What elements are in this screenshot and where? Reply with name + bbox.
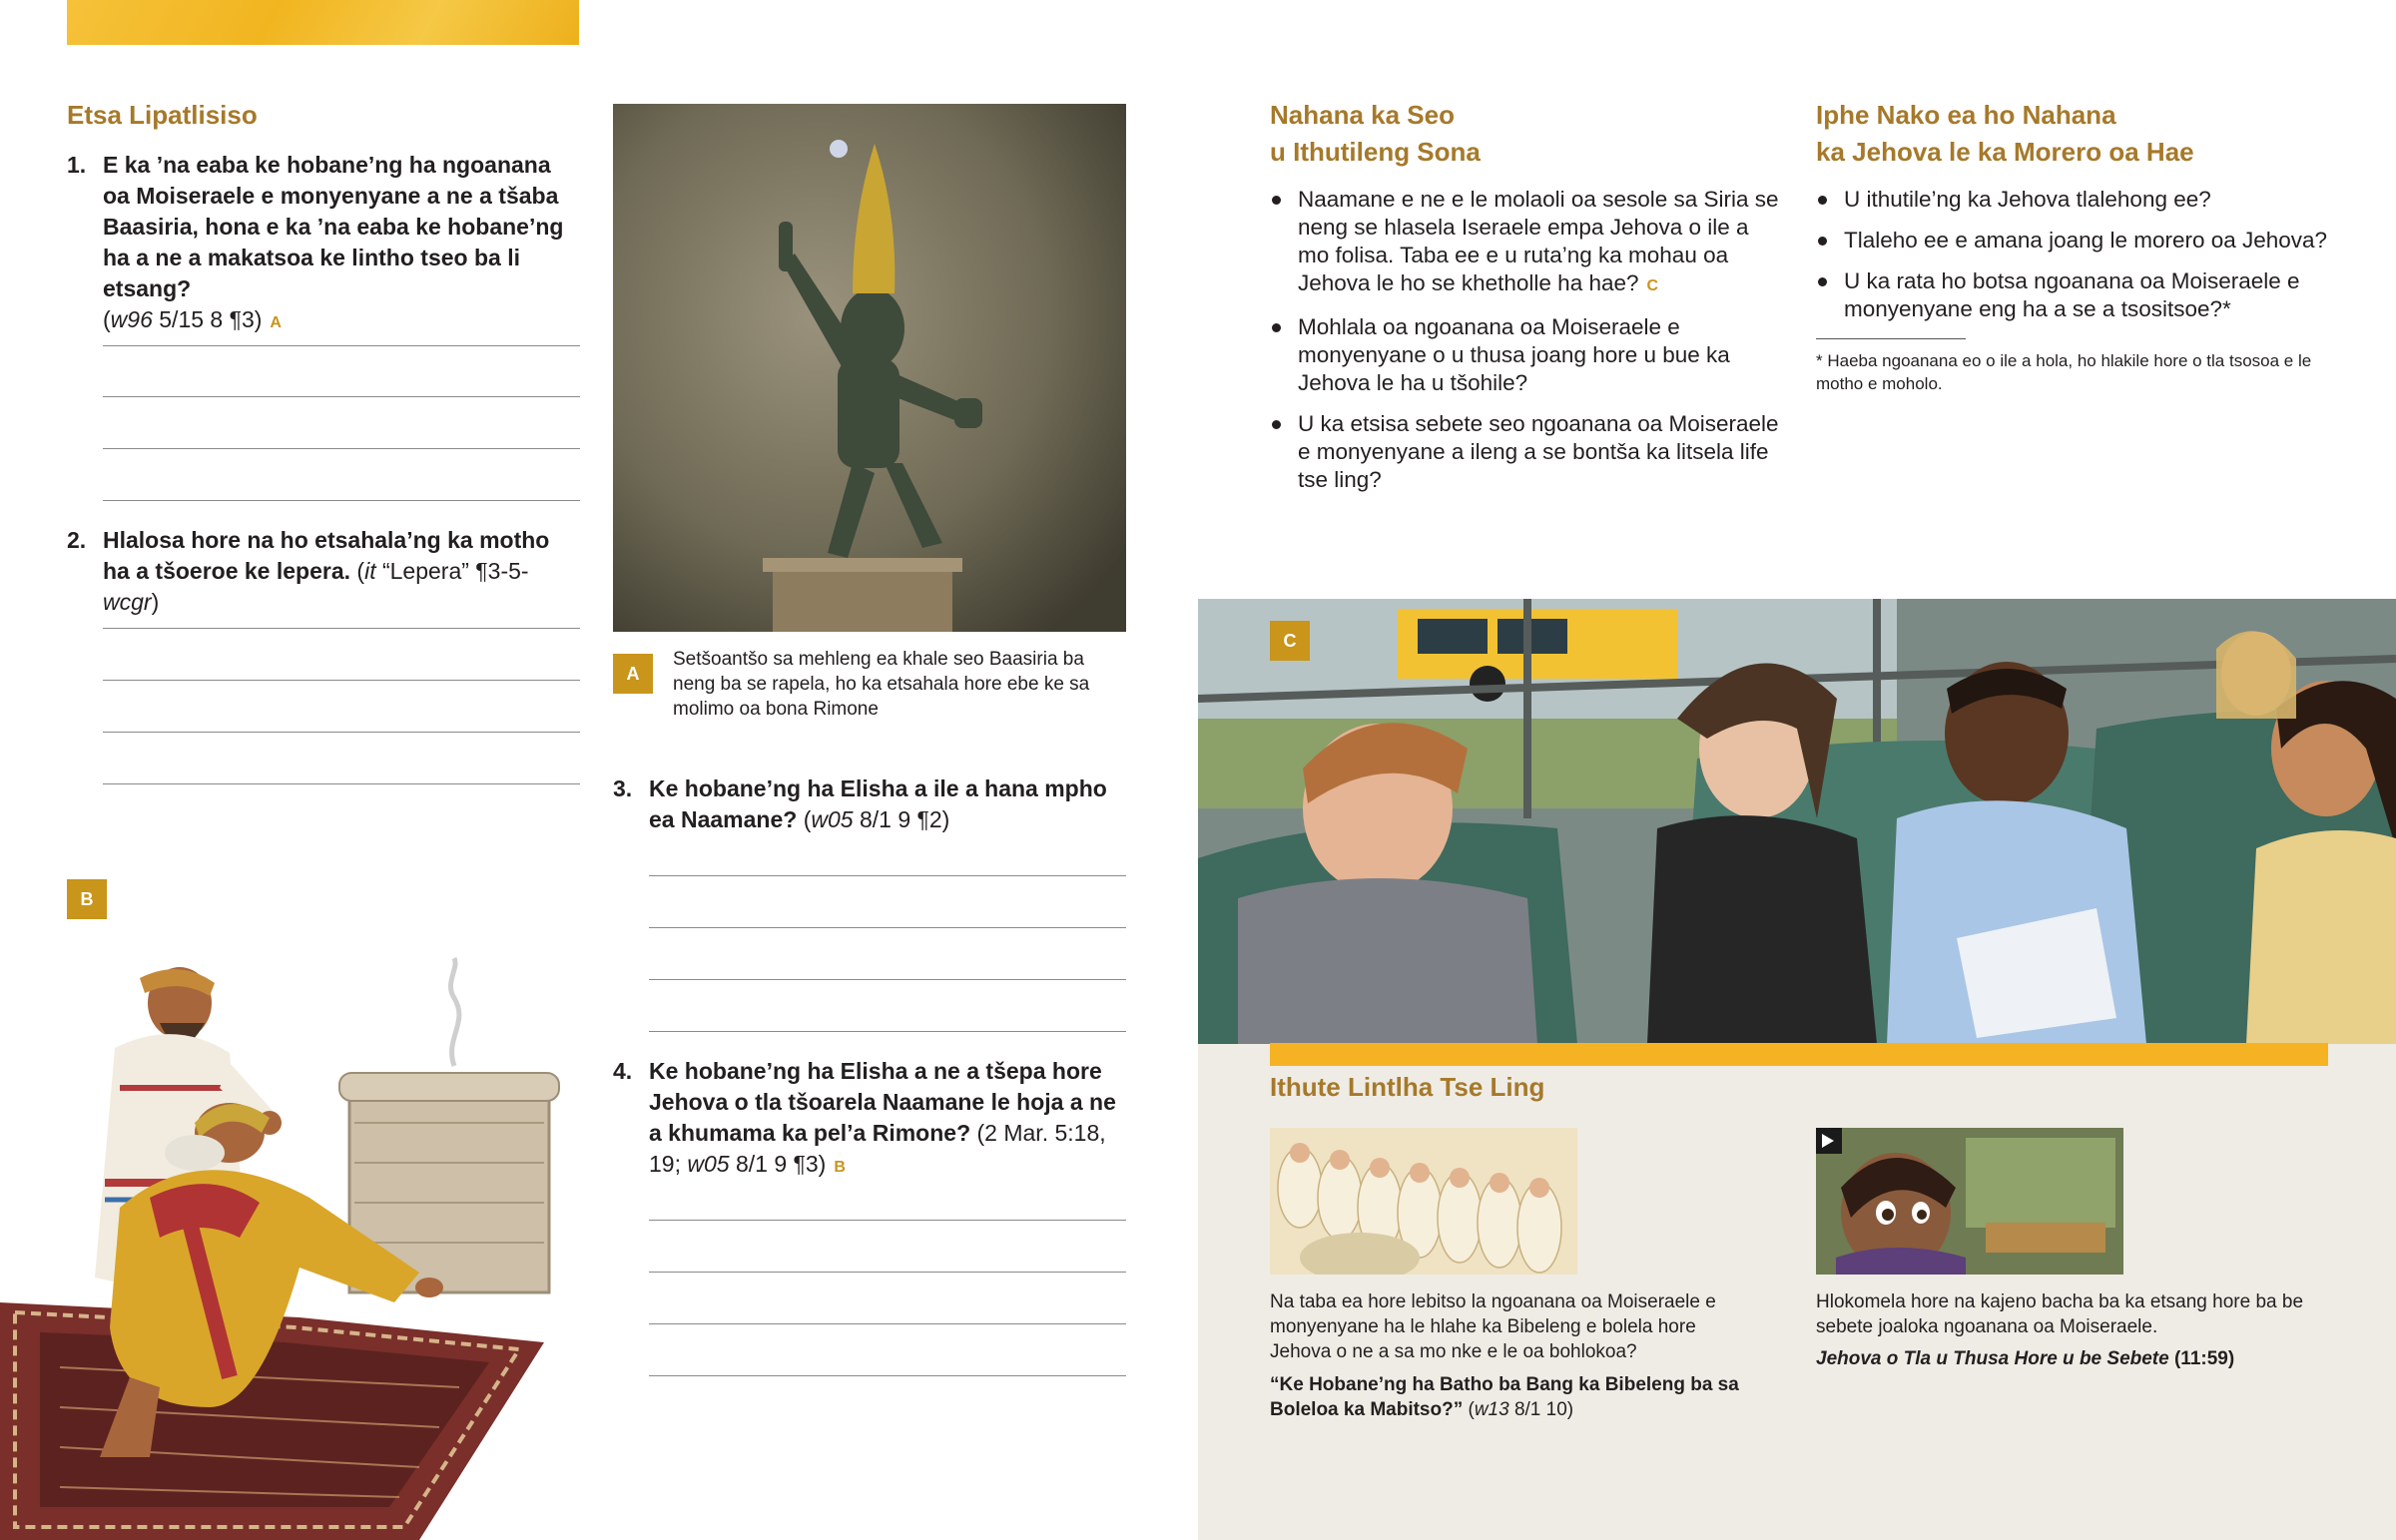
question-text: Ke hobane’ng ha Elisha a ne a tšepa hore Jehova o tla tšoarela Naamane le hoja a ne a khumama ka pel’a Rimone?	[649, 1058, 1116, 1146]
study-left-article[interactable]: “Ke Hobane’ng ha Batho ba Bang ka Bibeleng ba sa Boleloa ka Mabitso?” (w13 8/1 10)	[1270, 1374, 1739, 1420]
study-left-text: Na taba ea hore lebitso la ngoanana oa Moiseraele e monyenyane ha le hlahe ka Bibeleng e bolela hore Jehova o ne a sa mo nke e le oa bohlokoa?	[1270, 1291, 1716, 1362]
study-right-text: Hlokomela hore na kajeno bacha ba ka etsang hore ba be sebete joaloka ngoanana oa Moiseraele.	[1816, 1291, 2304, 1337]
answer-line[interactable]	[103, 732, 580, 733]
answer-line[interactable]	[103, 345, 580, 346]
answer-line[interactable]	[103, 448, 580, 449]
question-text: Ke hobane’ng ha Elisha a ile a hana mpho ea Naamane?	[649, 775, 1107, 832]
video-thumbnail[interactable]	[1816, 1128, 2123, 1275]
think-heading: Nahana ka Seo u Ithutileng Sona	[1270, 100, 1481, 167]
answer-line[interactable]	[649, 875, 1126, 876]
caption-a: Setšoantšo sa mehleng ea khale seo Baasiria ba neng ba se rapela, ho ka etsahala hore ebe ke sa molimo oa bona Rimone	[673, 649, 1090, 720]
video-duration: (11:59)	[2173, 1348, 2235, 1369]
answer-line[interactable]	[649, 1272, 1126, 1273]
figure-badge-b: B	[67, 879, 107, 919]
list-item: Mohlala oa ngoanana oa Moiseraele e monyenyane o u thusa joang hore u bue ka Jehova le ha u tšohile?	[1270, 313, 1785, 397]
question-text: Hlalosa hore na ho etsahala’ng ka motho ha a tšoeroe ke lepera.	[103, 527, 550, 584]
article-title-link[interactable]: “Ke Hobane’ng ha Batho ba Bang ka Bibeleng ba sa Boleloa ka Mabitso?”	[1270, 1374, 1739, 1420]
list-item: Tlaleho ee e amana joang le morero oa Jehova?	[1816, 227, 2355, 255]
angels-illustration[interactable]	[1270, 1128, 1577, 1275]
question-number: 3.	[613, 775, 633, 801]
question-3: 3. Ke hobane’ng ha Elisha a ile a hana mpho ea Naamane? (w05 8/1 9 ¶2)	[613, 775, 1107, 832]
answer-line[interactable]	[649, 1323, 1126, 1324]
answer-line[interactable]	[649, 1031, 1126, 1032]
list-item: U ka etsisa sebete seo ngoanana oa Moiseraele e monyenyane a ileng a se bontša ka litsela life tse ling?	[1270, 410, 1785, 494]
answer-line[interactable]	[103, 628, 580, 629]
activity-heading: Etsa Lipatlisiso	[67, 100, 258, 130]
idol-statue-photo	[613, 104, 1126, 632]
figure-badge-c: C	[1270, 621, 1310, 661]
answer-line[interactable]	[649, 1220, 1126, 1221]
question-1: 1. E ka ’na eaba ke hobane’ng ha ngoanana oa Moiseraele e monyenyane a ne a tšaba Baasiria, hona e ka ’na eaba ke hobane’ng ha a ne a makatsoa ke lintho tseo ba li etsang? (w96 5/15 8 ¶3) A	[67, 152, 564, 332]
question-2: 2. Hlalosa hore na ho etsahala’ng ka motho ha a tšoeroe ke lepera. (it “Lepera” ¶3-5-wcgr)	[67, 527, 550, 615]
answer-line[interactable]	[103, 783, 580, 784]
answer-line[interactable]	[649, 979, 1126, 980]
figure-ref-tag: A	[270, 314, 282, 331]
think-bullet-list	[1270, 186, 1785, 507]
time-bullet-list	[1816, 186, 2355, 336]
time-heading: Iphe Nako ea ho Nahana ka Jehova le ka Morero oa Hae	[1816, 100, 2194, 167]
answer-line[interactable]	[649, 927, 1126, 928]
question-4: 4. Ke hobane’ng ha Elisha a ne a tšepa hore Jehova o tla tšoarela Naamane le hoja a ne a khumama ka pel’a Rimone? (2 Mar. 5:18, 19; w05 8/1 9 ¶3) B	[613, 1058, 1116, 1177]
question-number: 2.	[67, 527, 87, 553]
play-icon[interactable]	[1822, 1134, 1834, 1148]
question-number: 1.	[67, 152, 87, 178]
question-text: E ka ’na eaba ke hobane’ng ha ngoanana oa Moiseraele e monyenyane a ne a tšaba Baasiria, hona e ka ’na eaba ke hobane’ng ha a ne a makatsoa ke lintho tseo ba li etsang?	[103, 152, 564, 301]
list-item: Naamane e ne e le molaoli oa sesole sa Siria se neng se hlasela Iseraele empa Jehova o ile a mo folisa. Taba ee e u ruta’ng ka mohau oa Jehova le ho se khetholle ha hae? C	[1270, 186, 1785, 300]
list-item: U ka rata ho botsa ngoanana oa Moiseraele e monyenyane eng ha a se a tsositsoe?*	[1816, 267, 2355, 323]
top-yellow-banner	[67, 0, 579, 45]
footnote-rule	[1816, 338, 1966, 339]
figure-badge-a: A	[613, 654, 653, 694]
naamane-illustration	[0, 938, 589, 1540]
answer-line[interactable]	[103, 396, 580, 397]
list-item: U ithutile’ng ka Jehova tlalehong ee?	[1816, 186, 2355, 214]
study-heading: Ithute Lintlha Tse Ling	[1270, 1072, 1545, 1102]
footnote: * Haeba ngoanana eo o ile a hola, ho hlakile hore o tla tsosoa e le motho e moholo.	[1816, 351, 2312, 393]
answer-line[interactable]	[103, 500, 580, 501]
question-number: 4.	[613, 1058, 633, 1084]
figure-ref-tag: B	[834, 1159, 846, 1176]
yellow-accent-bar	[1270, 1043, 2328, 1066]
answer-line[interactable]	[103, 680, 580, 681]
figure-ref-tag: C	[1646, 277, 1659, 294]
answer-line[interactable]	[649, 1375, 1126, 1376]
school-bus-photo	[1198, 599, 2396, 1044]
video-title-link[interactable]: Jehova o Tla u Thusa Hore u be Sebete (11:59)	[1816, 1348, 2235, 1369]
